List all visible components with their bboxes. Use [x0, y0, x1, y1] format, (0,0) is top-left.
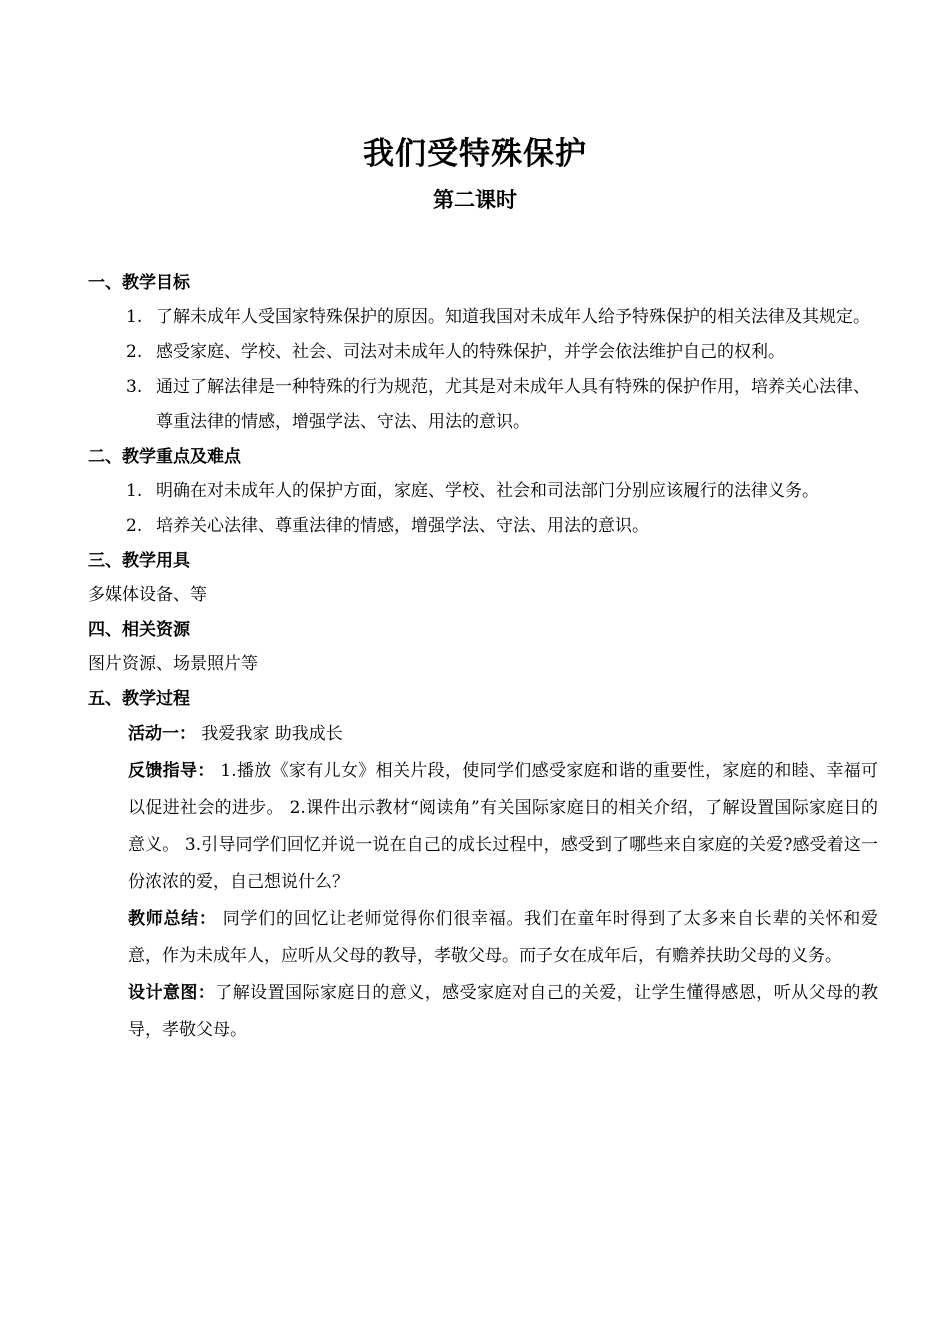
summary-paragraph: [88, 901, 878, 975]
list-number: 1.: [126, 307, 143, 327]
doc-title: 我们受特殊保护: [363, 136, 587, 172]
section-heading-process: 五、教学过程: [88, 689, 190, 709]
list-text: 感受家庭、学校、社会、司法对未成年人的特殊保护，并学会依法维护自己的权利。: [156, 342, 785, 362]
list-item: [88, 335, 878, 370]
list-item: [88, 300, 878, 335]
section-heading-resources: 四、相关资源: [88, 620, 190, 640]
list-number: 2.: [126, 516, 143, 536]
activity-label: 活动一：: [128, 724, 196, 744]
doc-subtitle: 第二课时: [433, 188, 517, 212]
doc-body: [88, 266, 878, 1049]
list-number: 1.: [126, 481, 143, 501]
design-text: 了解设置国际家庭日的意义，感受家庭对自己的关爱，让学生懂得感恩，听从父母的教导，孝敬父母。: [128, 983, 879, 1040]
list-item: [88, 509, 878, 544]
list-text: 了解未成年人受国家特殊保护的原因。知道我国对未成年人给予特殊保护的相关法律及其规定。: [156, 307, 870, 327]
tools-text: 多媒体设备、等: [88, 585, 207, 605]
summary-text: 同学们的回忆让老师觉得你们很幸福。我们在童年时得到了太多来自长辈的关怀和爱意，作为未成年人，应听从父母的教导，孝敬父母。而子女在成年后，有赡养扶助父母的义务。: [128, 909, 879, 966]
feedback-text: 1.播放《家有儿女》相关片段，使同学们感受家庭和谐的重要性，家庭的和睦、幸福可以促进社会的进步。 2.课件出示教材“阅读角”有关国际家庭日的相关介绍，了解设置国际家庭日的意义。 3.引导同学们回忆并说一说在自己的成长过程中，感受到了哪些来自家庭的关爱?感受着这一份浓浓的爱，自己想说什么？: [128, 761, 878, 892]
section-heading-key-points: 二、教学重点及难点: [88, 447, 241, 467]
list-number: 2.: [126, 342, 143, 362]
list-text: 培养关心法律、尊重法律的情感，增强学法、守法、用法的意识。: [156, 516, 649, 536]
list-item: [88, 370, 878, 440]
section-heading-tools: 三、教学用具: [88, 551, 190, 571]
list-text: 通过了解法律是一种特殊的行为规范，尤其是对未成年人具有特殊的保护作用，培养关心法律、尊重法律的情感，增强学法、守法、用法的意识。: [156, 377, 870, 432]
section-heading-objectives: 一、教学目标: [88, 273, 190, 293]
activity-paragraph: [88, 716, 878, 753]
list-item: [88, 474, 878, 509]
list-text: 明确在对未成年人的保护方面，家庭、学校、社会和司法部门分别应该履行的法律义务。: [156, 481, 819, 501]
feedback-paragraph: [88, 753, 878, 901]
resources-text: 图片资源、场景照片等: [88, 654, 258, 674]
list-number: 3.: [126, 377, 143, 397]
design-label: 设计意图：: [128, 983, 216, 1003]
feedback-label: 反馈指导：: [128, 761, 215, 781]
activity-text: 我爱我家 助我成长: [196, 724, 343, 744]
summary-label: 教师总结：: [128, 909, 217, 929]
design-paragraph: [88, 975, 878, 1049]
